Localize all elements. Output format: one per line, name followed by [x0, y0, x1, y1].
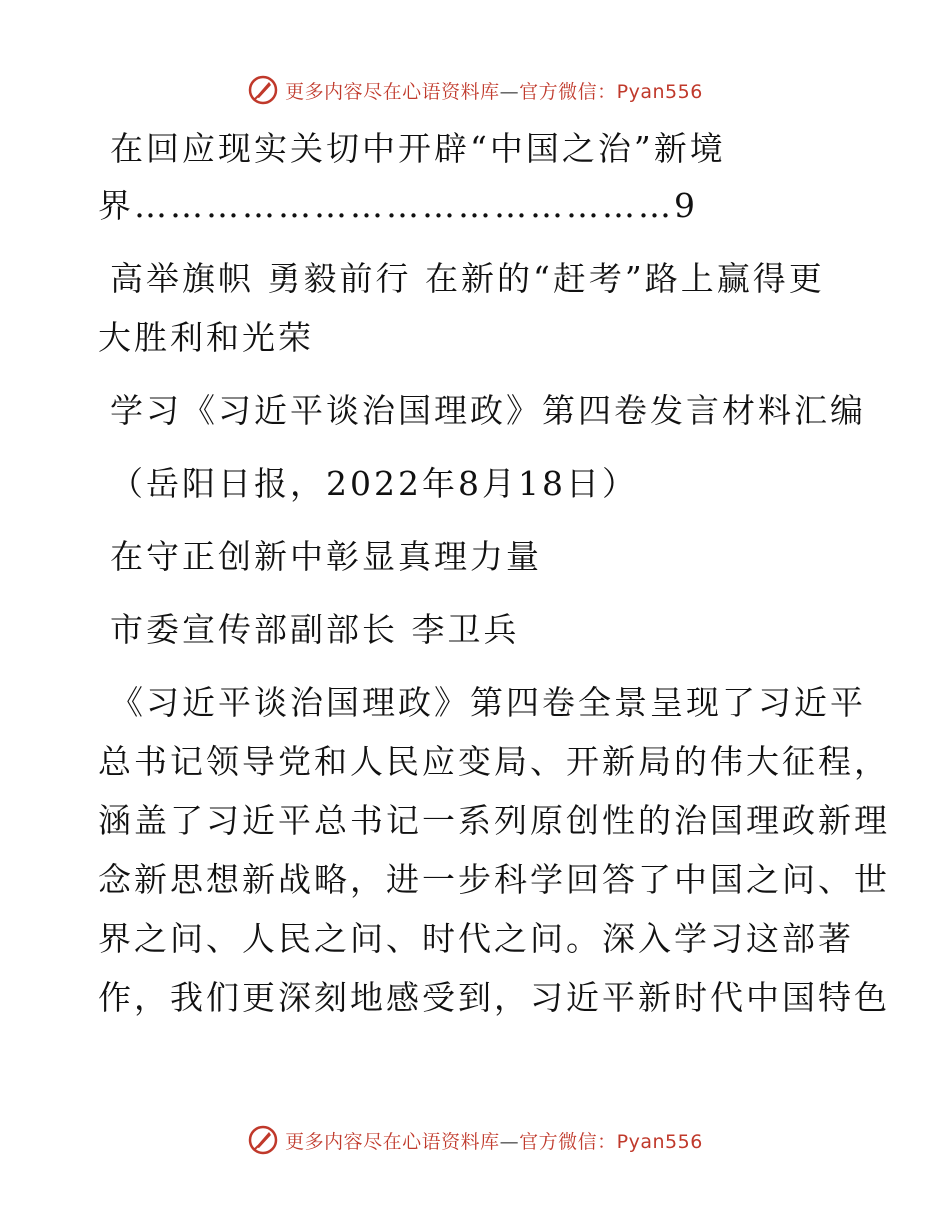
feather-pen-logo-icon — [247, 1124, 279, 1156]
article-author: 市委宣传部副部长 李卫兵 — [110, 610, 520, 649]
body-line-2: 总书记领导党和人民应变局、开新局的伟大征程， — [98, 742, 890, 781]
banner-text: 更多内容尽在心语资料库—官方微信：Pyan556 — [285, 1130, 703, 1153]
toc-entry-title-line-2: 大胜利和光荣 — [98, 318, 314, 357]
header-banner — [0, 70, 950, 110]
feather-pen-logo-icon — [247, 74, 279, 106]
toc-entry-line-1: 在回应现实关切中开辟“中国之治”新境 — [110, 129, 726, 168]
toc-entry-line-2: 界………………………………………9 — [98, 186, 698, 225]
footer-banner — [0, 1120, 950, 1160]
banner-text: 更多内容尽在心语资料库—官方微信：Pyan556 — [285, 80, 703, 103]
source-date: （岳阳日报，2022年8月18日） — [110, 464, 638, 503]
body-line-6: 作，我们更深刻地感受到，习近平新时代中国特色 — [98, 978, 890, 1017]
article-title: 在守正创新中彰显真理力量 — [110, 537, 542, 576]
body-line-1: 《习近平谈治国理政》第四卷全景呈现了习近平 — [110, 683, 866, 722]
body-line-5: 界之问、人民之问、时代之问。深入学习这部著 — [98, 919, 854, 958]
body-line-3: 涵盖了习近平总书记一系列原创性的治国理政新理 — [98, 801, 890, 840]
body-line-4: 念新思想新战略，进一步科学回答了中国之问、世 — [98, 860, 890, 899]
collection-title: 学习《习近平谈治国理政》第四卷发言材料汇编 — [110, 391, 866, 430]
toc-entry-title-line-1: 高举旗帜 勇毅前行 在新的“赶考”路上赢得更 — [110, 259, 825, 298]
